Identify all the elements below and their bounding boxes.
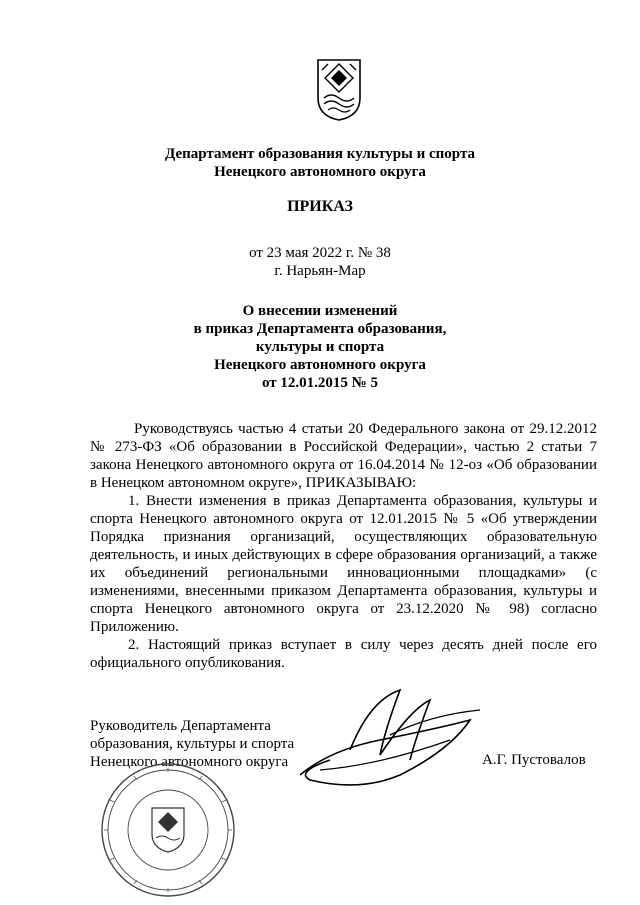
order-body — [90, 420, 597, 672]
preamble-paragraph: Руководствуясь частью 4 статьи 20 Федерального закона от 29.12.2012 № 273-ФЗ «Об образовании в Российской Федерации», частью 2 статьи 7 закона Ненецкого автономного округа от 16.04.2014 № 12-оз «Об образовании в Ненецком автономном округе», ПРИКАЗЫВАЮ: — [90, 421, 597, 491]
order-item-2: 2. Настоящий приказ вступает в силу через десять дней после его официального опубликования. — [90, 637, 597, 671]
department-name-line2: Ненецкого автономного округа — [214, 164, 426, 180]
signatory-title-line1: Руководитель Департамента — [90, 718, 271, 734]
coat-of-arms-emblem — [316, 58, 362, 122]
signatory-name: А.Г. Пустовалов — [482, 752, 586, 768]
date-number: от 23 мая 2022 г. № 38 — [249, 245, 391, 261]
signatory-title-line3: Ненецкого автономного округа — [90, 754, 289, 770]
document-type: ПРИКАЗ — [287, 198, 353, 215]
official-stamp — [98, 760, 238, 900]
order-item-1: 1. Внести изменения в приказ Департамента образования, культуры и спорта Ненецкого автономного округа от 12.01.2015 № 5 «Об утверждении Порядка признания организаций, осуществляющих образовательную деятельность, и иных действующих в сфере образования организаций, а также их объединений региональными инновационными площадками» (с изменениями, внесенными приказом Департамента образования, культуры и спорта Ненецкого автономного округа от 23.12.2020 № 98) согласно Приложению. — [90, 493, 597, 635]
city: г. Нарьян-Мар — [274, 263, 366, 279]
subject-line4: Ненецкого автономного округа — [214, 357, 426, 373]
signatory-title-line2: образования, культуры и спорта — [90, 736, 295, 752]
subject-line2: в приказ Департамента образования, — [193, 321, 447, 337]
subject-line5: от 12.01.2015 № 5 — [262, 375, 378, 391]
subject-line3: культуры и спорта — [255, 339, 385, 355]
department-name-line1: Департамент образования культуры и спорта — [165, 146, 475, 162]
handwritten-signature — [290, 680, 490, 800]
subject-line1: О внесении изменений — [242, 303, 398, 319]
